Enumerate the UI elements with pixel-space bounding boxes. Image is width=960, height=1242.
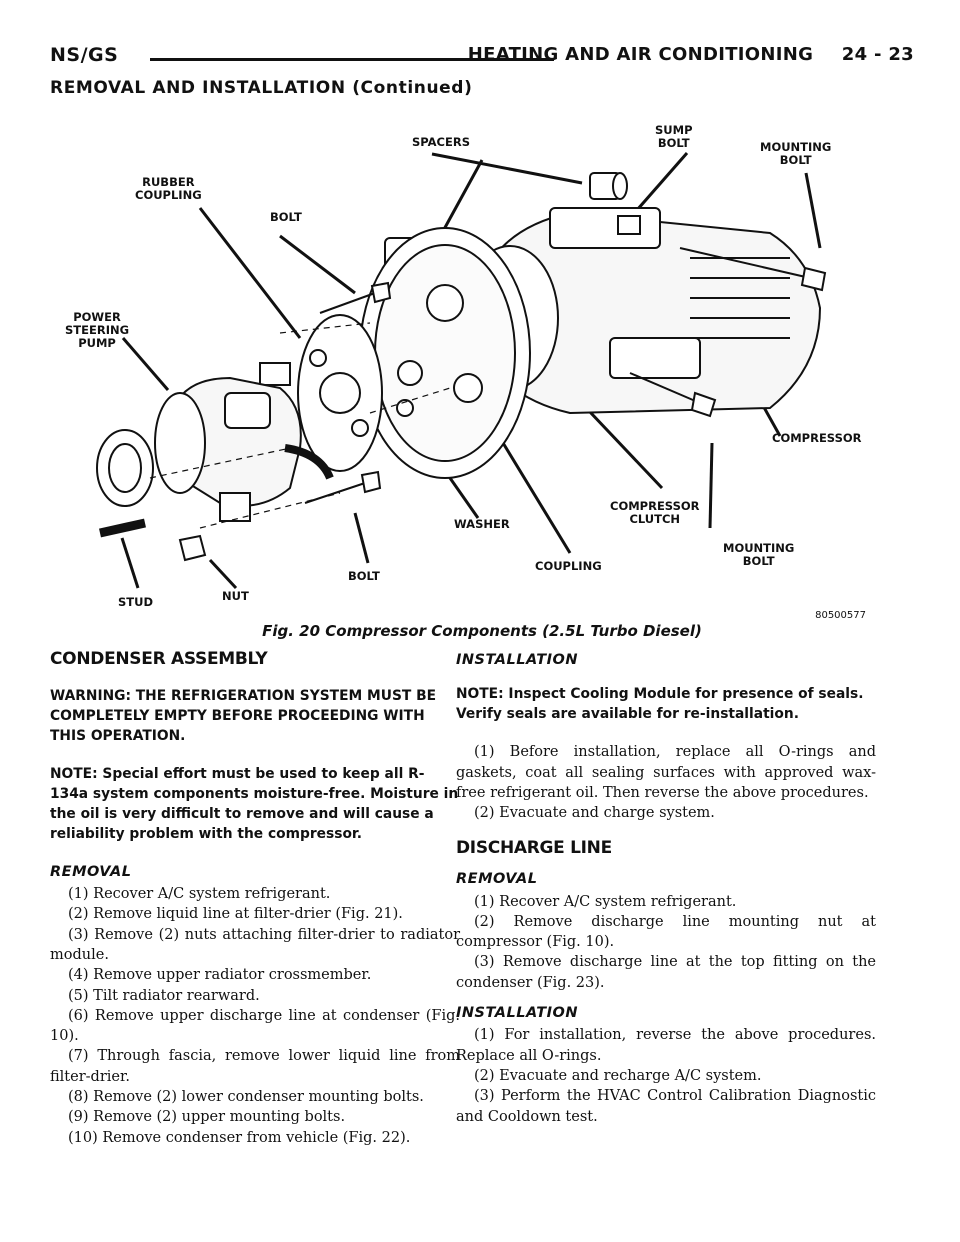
label-stud: STUD — [118, 595, 154, 609]
label-power-steering-pump: POWER STEERING PUMP — [65, 310, 130, 351]
warning-text: WARNING: THE REFRIGERATION SYSTEM MUST BE COMPLETELY EMPTY BEFORE PROCEEDING WITH THIS OPERATION. — [50, 687, 437, 744]
removal-step: (4) Remove upper radiator crossmember. — [68, 967, 372, 984]
discharge-removal-step: (3) Remove discharge line at the top fitting on the condenser (Fig. 23). — [456, 954, 876, 991]
label-bolt-top: BOLT — [270, 210, 302, 224]
section-title: HEATING AND AIR CONDITIONING — [467, 44, 814, 65]
installation-step: (1) Before installation, replace all O-rings and gaskets, coat all sealing surfaces with approved wax-free refrigerant oil. Then reverse the above procedures. — [456, 744, 876, 801]
cooling-module-note: NOTE: Inspect Cooling Module for presence of seals. Verify seals are available for re-installation. — [456, 686, 864, 723]
right-column — [456, 648, 876, 1127]
discharge-installation-step: (1) For installation, reverse the above procedures. Replace all O-rings. — [456, 1027, 876, 1064]
label-compressor: COMPRESSOR — [772, 431, 862, 445]
compressor-figure — [50, 108, 914, 628]
figure-caption: Fig. 20 Compressor Components (2.5L Turbo Diesel) — [262, 622, 702, 640]
label-coupling: COUPLING — [535, 559, 602, 573]
label-sump-bolt: SUMP BOLT — [655, 123, 693, 151]
header-title-group — [468, 44, 914, 65]
figure-code: 80500577 — [815, 610, 866, 621]
page-number: 24 - 23 — [841, 44, 914, 65]
removal-step: (9) Remove (2) upper mounting bolts. — [68, 1109, 346, 1126]
removal-step: (6) Remove upper discharge line at condenser (Fig. 10). — [50, 1007, 460, 1045]
label-compressor-clutch: COMPRESSOR CLUTCH — [610, 499, 700, 527]
removal-step: (1) Recover A/C system refrigerant. — [68, 886, 331, 903]
moisture-note: NOTE: Special effort must be used to keep all R-134a system components moisture-free. Moisture in the oil is very difficult to remove and will cause a reliability problem with the compressor. — [50, 765, 459, 842]
label-mounting-bolt-bottom: MOUNTING BOLT — [723, 541, 795, 569]
label-spacers: SPACERS — [412, 135, 470, 149]
installation-step: (2) Evacuate and charge system. — [474, 805, 715, 822]
label-rubber-coupling: RUBBER COUPLING — [135, 175, 202, 203]
removal-step: (7) Through fascia, remove lower liquid line from filter-drier. — [50, 1048, 460, 1085]
label-washer: WASHER — [454, 517, 510, 531]
removal-step: (8) Remove (2) lower condenser mounting bolts. — [68, 1089, 424, 1106]
label-bolt-bottom: BOLT — [348, 569, 380, 583]
discharge-line-heading: DISCHARGE LINE — [456, 838, 612, 859]
removal-step: (5) Tilt radiator rearward. — [68, 987, 260, 1004]
label-mounting-bolt-top: MOUNTING BOLT — [760, 140, 832, 168]
installation-heading: INSTALLATION — [456, 652, 579, 668]
removal-step: (10) Remove condenser from vehicle (Fig. 22). — [68, 1129, 411, 1146]
discharge-removal-step: (2) Remove discharge line mounting nut at compressor (Fig. 10). — [456, 913, 876, 951]
continued-heading: REMOVAL AND INSTALLATION (Continued) — [50, 78, 473, 98]
discharge-removal-step: (1) Recover A/C system refrigerant. — [474, 893, 737, 910]
discharge-installation-heading: INSTALLATION — [456, 1005, 579, 1022]
discharge-removal-heading: REMOVAL — [456, 871, 538, 888]
removal-step: (2) Remove liquid line at filter-drier (Fig. 21). — [68, 906, 403, 923]
discharge-installation-step: (2) Evacuate and recharge A/C system. — [474, 1067, 762, 1084]
removal-heading: REMOVAL — [50, 863, 132, 880]
label-nut: NUT — [222, 589, 249, 603]
page-header — [50, 42, 914, 72]
discharge-installation-step: (3) Perform the HVAC Control Calibration Diagnostic and Cooldown test. — [456, 1088, 876, 1125]
removal-step: (3) Remove (2) nuts attaching filter-drier to radiator module. — [50, 926, 460, 963]
left-column — [50, 648, 460, 1148]
condenser-assembly-heading: CONDENSER ASSEMBLY — [50, 649, 268, 669]
model-code: NS/GS — [50, 44, 119, 66]
